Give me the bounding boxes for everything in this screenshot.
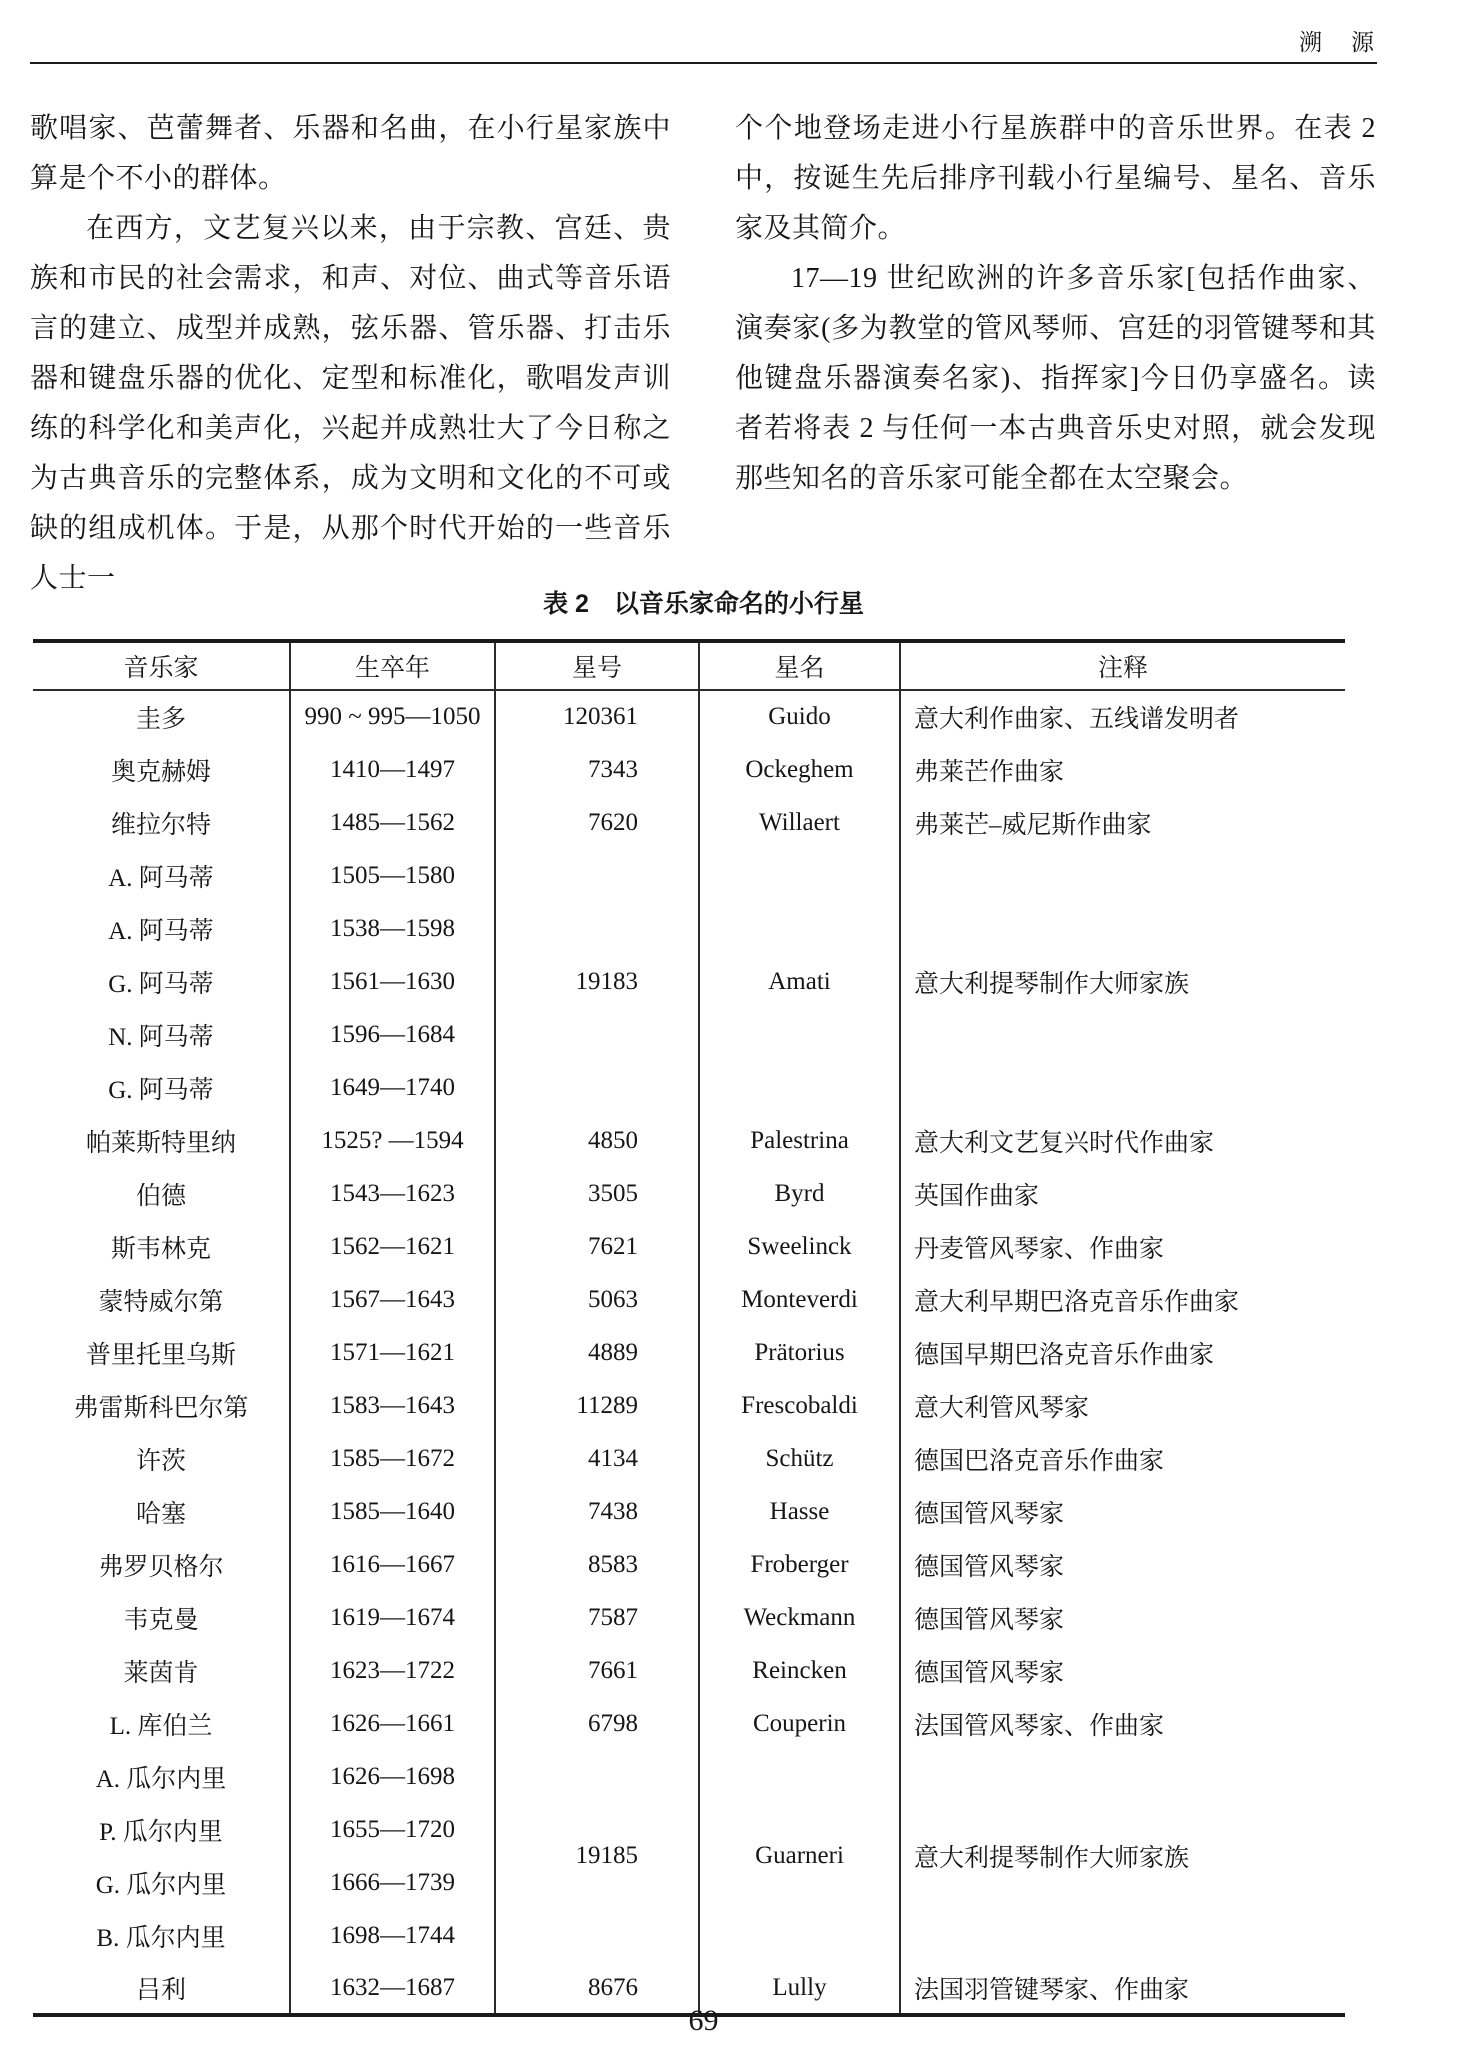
cell-star-number: 19183 [495, 849, 699, 1114]
cell-star-name: Couperin [699, 1697, 900, 1750]
cell-musician: 弗雷斯科巴尔第 [33, 1379, 290, 1432]
cell-note: 德国管风琴家 [914, 1553, 1065, 1581]
cell-star-name: Weckmann [699, 1591, 900, 1644]
table-header-row [33, 641, 1345, 690]
cell-years: 1538—1598 [290, 902, 495, 955]
cell-note: 德国管风琴家 [914, 1606, 1065, 1634]
cell-years: 1525? —1594 [290, 1114, 495, 1167]
cell-musician: P. 瓜尔内里 [33, 1803, 290, 1856]
text-column-right [735, 104, 1376, 604]
cell-years: 1485—1562 [290, 796, 495, 849]
text-column-left [30, 104, 671, 604]
cell-star-number: 7661 [495, 1644, 699, 1697]
cell-note: 德国早期巴洛克音乐作曲家 [914, 1341, 1215, 1369]
cell-years: 990 ~ 995—1050 [290, 690, 495, 743]
cell-musician: 莱茵肯 [33, 1644, 290, 1697]
table-row [33, 743, 1345, 796]
table-row [33, 1591, 1345, 1644]
cell-musician: N. 阿马蒂 [33, 1008, 290, 1061]
cell-musician: A. 阿马蒂 [33, 849, 290, 902]
cell-star-name: Guido [699, 690, 900, 743]
column-header-asteroid-name: 星名 [699, 641, 900, 690]
cell-musician: 伯德 [33, 1167, 290, 1220]
table-row [33, 1379, 1345, 1432]
table-row [33, 1432, 1345, 1485]
cell-note: 意大利作曲家、五线谱发明者 [914, 706, 1240, 733]
cell-years: 1632—1687 [290, 1962, 495, 2015]
cell-years: 1596—1684 [290, 1008, 495, 1061]
cell-note: 丹麦管风琴家、作曲家 [914, 1235, 1165, 1263]
cell-star-name: Sweelinck [699, 1220, 900, 1273]
cell-note: 弗莱芒–威尼斯作曲家 [914, 811, 1152, 839]
table-row [33, 1326, 1345, 1379]
paragraph-continuation: 个个地登场走进小行星族群中的音乐世界。在表 2 中，按诞生先后排序刊载小行星编号、星名、音乐家及其简介。 [735, 113, 1376, 244]
cell-star-number: 7587 [495, 1591, 699, 1644]
cell-star-name: Willaert [699, 796, 900, 849]
column-header-life-years: 生卒年 [290, 641, 495, 690]
cell-years: 1585—1672 [290, 1432, 495, 1485]
cell-years: 1623—1722 [290, 1644, 495, 1697]
cell-years: 1543—1623 [290, 1167, 495, 1220]
cell-musician: 奥克赫姆 [33, 743, 290, 796]
musicians-table [33, 639, 1345, 2017]
cell-star-name: Palestrina [699, 1114, 900, 1167]
cell-star-name: Guarneri [699, 1750, 900, 1962]
cell-star-number: 8583 [495, 1538, 699, 1591]
cell-star-number: 7621 [495, 1220, 699, 1273]
cell-note: 德国管风琴家 [914, 1500, 1065, 1528]
cell-note: 德国巴洛克音乐作曲家 [914, 1447, 1165, 1475]
cell-note: 意大利文艺复兴时代作曲家 [914, 1129, 1215, 1157]
cell-star-name: Froberger [699, 1538, 900, 1591]
table-row [33, 1114, 1345, 1167]
table-row [33, 1167, 1345, 1220]
cell-musician: G. 瓜尔内里 [33, 1856, 290, 1909]
cell-note: 意大利提琴制作大师家族 [914, 970, 1190, 998]
cell-years: 1619—1674 [290, 1591, 495, 1644]
cell-star-name: Lully [699, 1962, 900, 2015]
cell-musician: B. 瓜尔内里 [33, 1909, 290, 1962]
cell-star-name: Prätorius [699, 1326, 900, 1379]
cell-musician: 许茨 [33, 1432, 290, 1485]
cell-star-name: Ockeghem [699, 743, 900, 796]
cell-years: 1561—1630 [290, 955, 495, 1008]
column-header-asteroid-number: 星号 [495, 641, 699, 690]
cell-star-number: 11289 [495, 1379, 699, 1432]
cell-years: 1666—1739 [290, 1856, 495, 1909]
cell-years: 1410—1497 [290, 743, 495, 796]
table-row [33, 1538, 1345, 1591]
cell-years: 1649—1740 [290, 1061, 495, 1114]
journal-section-header: 溯 源 [1299, 30, 1377, 55]
cell-star-number: 7343 [495, 743, 699, 796]
paragraph-continuation: 歌唱家、芭蕾舞者、乐器和名曲，在小行星家族中算是个不小的群体。 [30, 113, 671, 194]
cell-musician: G. 阿马蒂 [33, 1061, 290, 1114]
cell-star-number: 120361 [495, 690, 699, 743]
cell-years: 1626—1698 [290, 1750, 495, 1803]
cell-years: 1655—1720 [290, 1803, 495, 1856]
cell-star-number: 4889 [495, 1326, 699, 1379]
cell-note: 意大利早期巴洛克音乐作曲家 [914, 1288, 1240, 1316]
cell-musician: L. 库伯兰 [33, 1697, 290, 1750]
cell-musician: 韦克曼 [33, 1591, 290, 1644]
paragraph: 17—19 世纪欧洲的许多音乐家[包括作曲家、演奏家(多为教堂的管风琴师、宫廷的羽管键琴和其他键盘乐器演奏名家)、指挥家]今日仍享盛名。读者若将表 2 与任何一本古典音乐史对照，就会发现那些知名的音乐家可能全都在太空聚会。 [735, 263, 1376, 494]
cell-star-number: 7620 [495, 796, 699, 849]
table-row [33, 796, 1345, 849]
cell-star-number: 3505 [495, 1167, 699, 1220]
table-body [33, 690, 1345, 2015]
cell-years: 1585—1640 [290, 1485, 495, 1538]
cell-years: 1583—1643 [290, 1379, 495, 1432]
cell-star-number: 19185 [495, 1750, 699, 1962]
cell-musician: 圭多 [33, 690, 290, 743]
cell-musician: A. 阿马蒂 [33, 902, 290, 955]
page-number: 69 [688, 2004, 719, 2037]
cell-star-number: 7438 [495, 1485, 699, 1538]
cell-star-name: Schütz [699, 1432, 900, 1485]
cell-note: 英国作曲家 [914, 1182, 1040, 1210]
cell-star-name: Reincken [699, 1644, 900, 1697]
cell-musician: 弗罗贝格尔 [33, 1538, 290, 1591]
cell-years: 1616—1667 [290, 1538, 495, 1591]
table-row [33, 849, 1345, 902]
table-title: 表 2 以音乐家命名的小行星 [543, 590, 864, 618]
cell-musician: 斯韦林克 [33, 1220, 290, 1273]
cell-musician: 吕利 [33, 1962, 290, 2015]
cell-musician: G. 阿马蒂 [33, 955, 290, 1008]
cell-star-number: 6798 [495, 1697, 699, 1750]
table-row [33, 1697, 1345, 1750]
paragraph: 在西方，文艺复兴以来，由于宗教、宫廷、贵族和市民的社会需求，和声、对位、曲式等音乐语言的建立、成型并成熟，弦乐器、管乐器、打击乐器和键盘乐器的优化、定型和标准化，歌唱发声训练的科学化和美声化，兴起并成熟壮大了今日称之为古典音乐的完整体系，成为文明和文化的不可或缺的组成机体。于是，从那个时代开始的一些音乐人士一 [30, 213, 671, 594]
cell-note: 意大利提琴制作大师家族 [914, 1845, 1190, 1872]
cell-note: 法国管风琴家、作曲家 [914, 1712, 1165, 1740]
cell-note: 法国羽管键琴家、作曲家 [914, 1976, 1190, 2004]
cell-note: 意大利管风琴家 [914, 1394, 1090, 1422]
cell-star-number: 8676 [495, 1962, 699, 2015]
cell-star-name: Frescobaldi [699, 1379, 900, 1432]
column-header-note: 注释 [900, 641, 1345, 690]
table-row [33, 1485, 1345, 1538]
cell-star-number: 4850 [495, 1114, 699, 1167]
column-header-musician: 音乐家 [33, 641, 290, 690]
cell-star-name: Monteverdi [699, 1273, 900, 1326]
table-row [33, 1750, 1345, 1803]
cell-star-name: Byrd [699, 1167, 900, 1220]
cell-musician: 帕莱斯特里纳 [33, 1114, 290, 1167]
cell-star-name: Amati [699, 849, 900, 1114]
cell-musician: A. 瓜尔内里 [33, 1750, 290, 1803]
cell-star-number: 4134 [495, 1432, 699, 1485]
table-row [33, 1273, 1345, 1326]
cell-star-name: Hasse [699, 1485, 900, 1538]
table-row [33, 690, 1345, 743]
cell-note: 德国管风琴家 [914, 1659, 1065, 1687]
cell-years: 1567—1643 [290, 1273, 495, 1326]
table-row [33, 1220, 1345, 1273]
cell-years: 1626—1661 [290, 1697, 495, 1750]
cell-years: 1698—1744 [290, 1909, 495, 1962]
cell-note: 弗莱芒作曲家 [914, 758, 1065, 786]
article-body [30, 104, 1377, 604]
header-rule [30, 62, 1377, 64]
cell-years: 1505—1580 [290, 849, 495, 902]
cell-musician: 蒙特威尔第 [33, 1273, 290, 1326]
cell-musician: 普里托里乌斯 [33, 1326, 290, 1379]
cell-musician: 哈塞 [33, 1485, 290, 1538]
cell-musician: 维拉尔特 [33, 796, 290, 849]
table-row [33, 1644, 1345, 1697]
cell-star-number: 5063 [495, 1273, 699, 1326]
cell-years: 1571—1621 [290, 1326, 495, 1379]
cell-years: 1562—1621 [290, 1220, 495, 1273]
